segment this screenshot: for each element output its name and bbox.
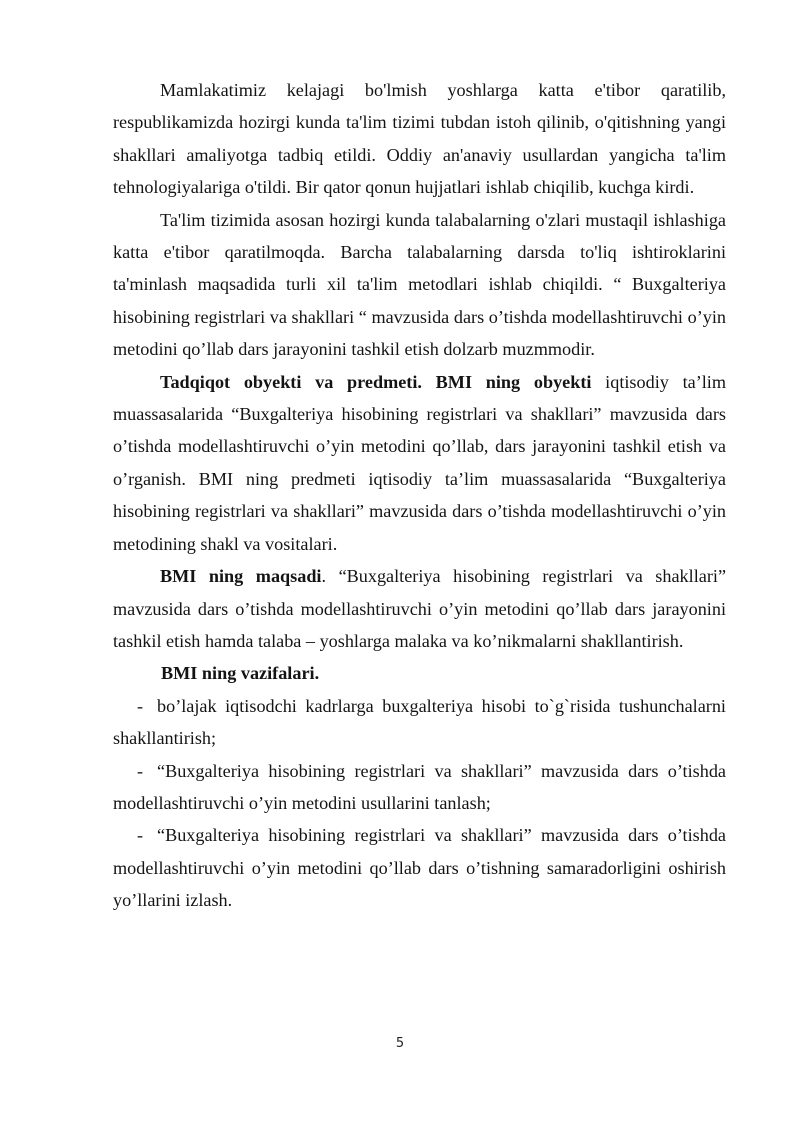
task-item-1 [113,690,726,755]
task-item-text: bo’lajak iqtisodchi kadrlarga buxgalteriya hisobi to`g`risida tushunchalarni shakllantirish; [113,695,726,749]
task-item-text: “Buxgalteriya hisobining registrlari va shakllari” mavzusida dars o’tishda modellashtiruvchi o’yin metodini qo’llab dars o’tishning samaradorligini oshirish yo’llarini izlash. [113,825,726,911]
tasks-heading: BMI ning vazifalari. [161,663,320,684]
task-item-3 [113,819,726,916]
task-item-2 [113,755,726,820]
page-number: 5 [395,1036,405,1051]
paragraph-relevance: Ta'lim tizimida asosan hozirgi kunda talabalarning o'zlari mustaqil ishlashiga katta e'tibor qaratilmoqda. Barcha talabalarning darsda to'liq ishtiroklarini ta'minlash maqsadida turli xil ta'lim metodlari ishlab chiqildi. “ Buxgalteriya hisobining registrlari va shakllari “ mavzusida dars o’tishda modellashtiruvchi o’yin metodini qo’llab dars jarayonini tashkil etish dolzarb muzmmodir. [113,209,726,360]
research-goal-text: . “Buxgalteriya hisobining registrlari va shakllari” mavzusida dars o’tishda modellashtiruvchi o’yin metodini qo’llab dars jarayonini tashkil etish hamda talaba – yoshlarga malaka va ko’nikmalarni shakllantirish. [113,566,727,651]
research-object-text: iqtisodiy ta’lim muassasalarida “Buxgalteriya hisobining registrlari va shakllari” mavzusida dars o’tishda modellashtiruvchi o’yin metodini qo’llab, dars jarayonini tashkil etish va o’rganish. BMI ning predmeti iqtisodiy ta’lim muassasalarida “Buxgalteriya hisobining registrlari va shakllari” mavzusida dars o’tishda modellashtiruvchi o’yin metodining shakl va vositalari. [113,371,726,554]
research-object-lead: Tadqiqot obyekti va predmeti. BMI ning obyekti [160,371,592,392]
paragraph-research-object [113,366,726,560]
paragraph-introduction: Mamlakatimiz kelajagi bo'lmish yoshlarga katta e'tibor qaratilib, respublikamizda hozirgi kunda ta'lim tizimi tubdan istoh qilinib, o'qitishning yangi shakllari amaliyotga tadbiq etildi. Oddiy an'anaviy usullardan yangicha ta'lim tehnologiyalariga o'tildi. Bir qator qonun hujjatlari ishlab chiqilib, kuchga kirdi. [113,80,726,198]
task-dash: - [137,695,144,716]
task-dash: - [137,760,144,781]
task-dash: - [137,825,144,846]
task-item-text: “Buxgalteriya hisobining registrlari va shakllari” mavzusida dars o’tishda modellashtiruvchi o’yin metodini usullarini tanlash; [113,760,726,813]
page-body [113,74,726,917]
research-goal-lead: BMI ning maqsadi [160,566,322,587]
paragraph-research-goal [113,560,726,657]
